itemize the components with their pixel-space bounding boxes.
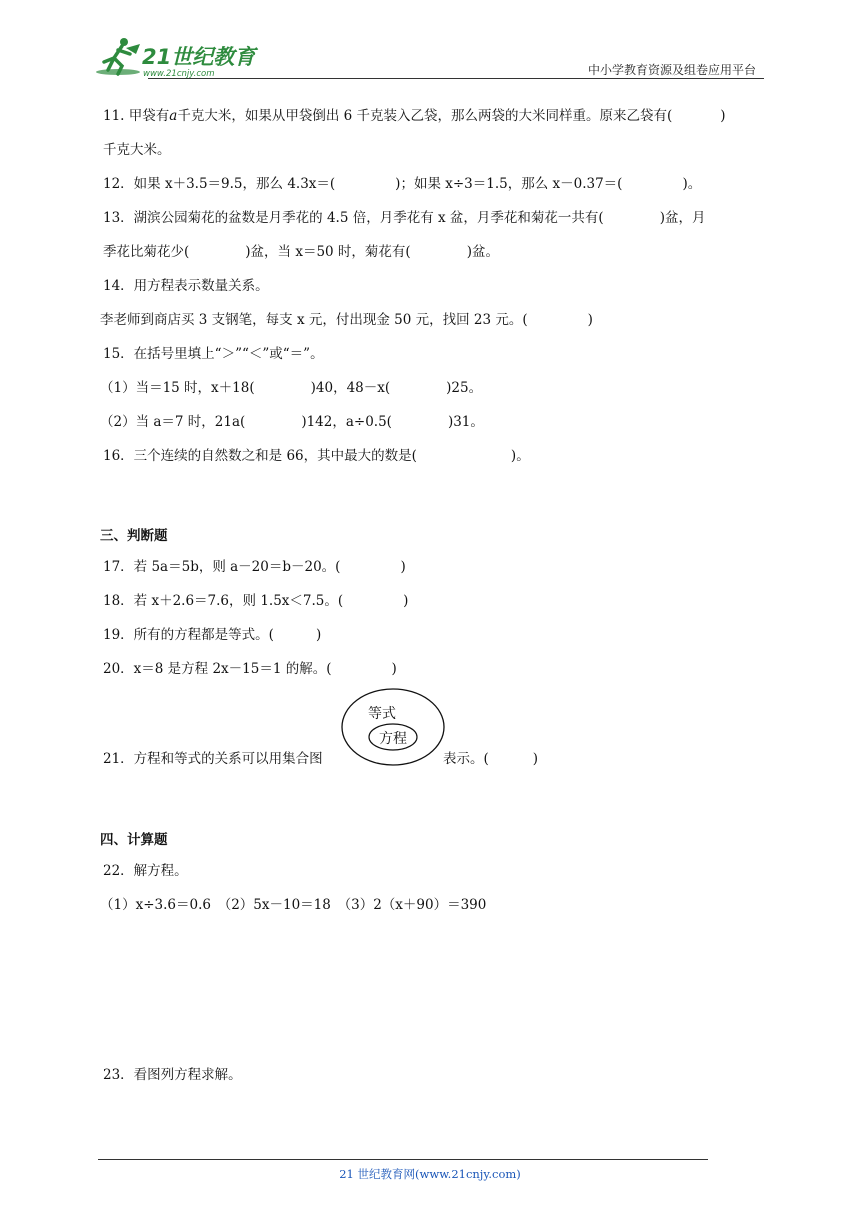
q15-1-text-c: )25。 (446, 380, 483, 396)
venn-diagram (340, 686, 446, 768)
question-13 (103, 209, 705, 227)
q15-1-text-a: （1）当＝15 时，x＋18( (100, 380, 255, 396)
question-11 (103, 107, 726, 125)
question-11-cont: 千克大米。 (103, 142, 171, 158)
q12-text-b: )；如果 x÷3＝1.5，那么 x－0.37＝( (395, 176, 623, 192)
q20-text-a: 20．x＝8 是方程 2x－15＝1 的解。( (103, 661, 332, 677)
q19-text-b: ) (315, 627, 322, 643)
section-3-title: 三、判断题 (100, 528, 168, 544)
q21-text-c: ) (532, 751, 539, 767)
q21-text-b: 表示。( (443, 751, 489, 767)
q16-text-a: 16．三个连续的自然数之和是 66，其中最大的数是( (103, 448, 417, 464)
q18-text-a: 18．若 x＋2.6＝7.6，则 1.5x＜7.5。( (103, 593, 344, 609)
q11-text-a: 11. 甲袋有 (103, 108, 170, 124)
question-22-equations: （1）x÷3.6＝0.6 （2）5x－10＝18 （3）2（x＋90）＝390 (100, 897, 487, 913)
q13-text-d: )盆，当 x＝50 时，菊花有( (245, 244, 411, 260)
q13-text-a: 13．湖滨公园菊花的盆数是月季花的 4.5 倍，月季花有 x 盆，月季花和菊花一共有( (103, 210, 604, 226)
q14-text-b: 李老师到商店买 3 支钢笔，每支 x 元，付出现金 50 元，找回 23 元。( (100, 312, 528, 328)
q19-text-a: 19．所有的方程都是等式。( (103, 627, 274, 643)
venn-outer-label: 等式 (368, 706, 396, 722)
q12-text-c: )。 (682, 176, 702, 192)
q13-text-c: 季花比菊花少( (103, 244, 190, 260)
q11-text-b: 千克大米，如果从甲袋倒出 6 千克装入乙袋，那么两袋的大米同样重。原来乙袋有( (177, 108, 673, 124)
q15-1-text-b: )40，48－x( (310, 380, 391, 396)
q16-text-b: )。 (510, 448, 530, 464)
question-15-part1 (100, 379, 482, 397)
q15-2-text-b: )142，a÷0.5( (301, 414, 392, 430)
question-19 (103, 626, 321, 644)
question-20 (103, 660, 397, 678)
question-16 (103, 447, 530, 465)
question-15: 15．在括号里填上“＞”“＜”或“＝”。 (103, 346, 324, 362)
header-divider (148, 78, 764, 79)
section-4-title: 四、计算题 (100, 832, 168, 848)
site-name: 中小学教育资源及组卷应用平台 (587, 63, 756, 77)
q17-text-a: 17．若 5a＝5b，则 a－20＝b－20。( (103, 559, 341, 575)
question-22: 22．解方程。 (103, 863, 188, 879)
question-23: 23．看图列方程求解。 (103, 1067, 242, 1083)
q11-text-c: ) (720, 108, 726, 124)
question-14-body (100, 311, 593, 329)
question-21-text: 21．方程和等式的关系可以用集合图 (103, 751, 323, 767)
q13-text-e: )盆。 (466, 244, 499, 260)
question-12 (103, 175, 701, 193)
venn-inner-label: 方程 (379, 731, 407, 747)
footer-divider (98, 1159, 708, 1160)
question-18 (103, 592, 408, 610)
footer-text[interactable]: 21 世纪教育网(www.21cnjy.com) (339, 1167, 521, 1181)
q18-text-b: ) (403, 593, 409, 609)
q15-2-text-c: )31。 (447, 414, 484, 430)
page-header (0, 0, 860, 90)
q15-2-text-a: （2）当 a＝7 时，21a( (100, 414, 246, 430)
q12-text-a: 12．如果 x＋3.5＝9.5，那么 4.3x＝( (103, 176, 336, 192)
question-17 (103, 558, 406, 576)
question-14: 14．用方程表示数量关系。 (103, 278, 269, 294)
q14-text-c: ) (587, 312, 593, 328)
svg-text:21世纪教育: 21世纪教育 (142, 45, 256, 69)
question-15-part2 (100, 413, 484, 431)
q11-variable: a (169, 108, 178, 124)
svg-text:www.21cnjy.com: www.21cnjy.com (143, 69, 215, 79)
question-21-tail (443, 750, 538, 768)
q20-text-b: ) (391, 661, 397, 677)
question-13-cont (103, 243, 499, 261)
site-logo (96, 36, 266, 80)
q13-text-b: )盆，月 (659, 210, 706, 226)
q17-text-b: ) (400, 559, 406, 575)
